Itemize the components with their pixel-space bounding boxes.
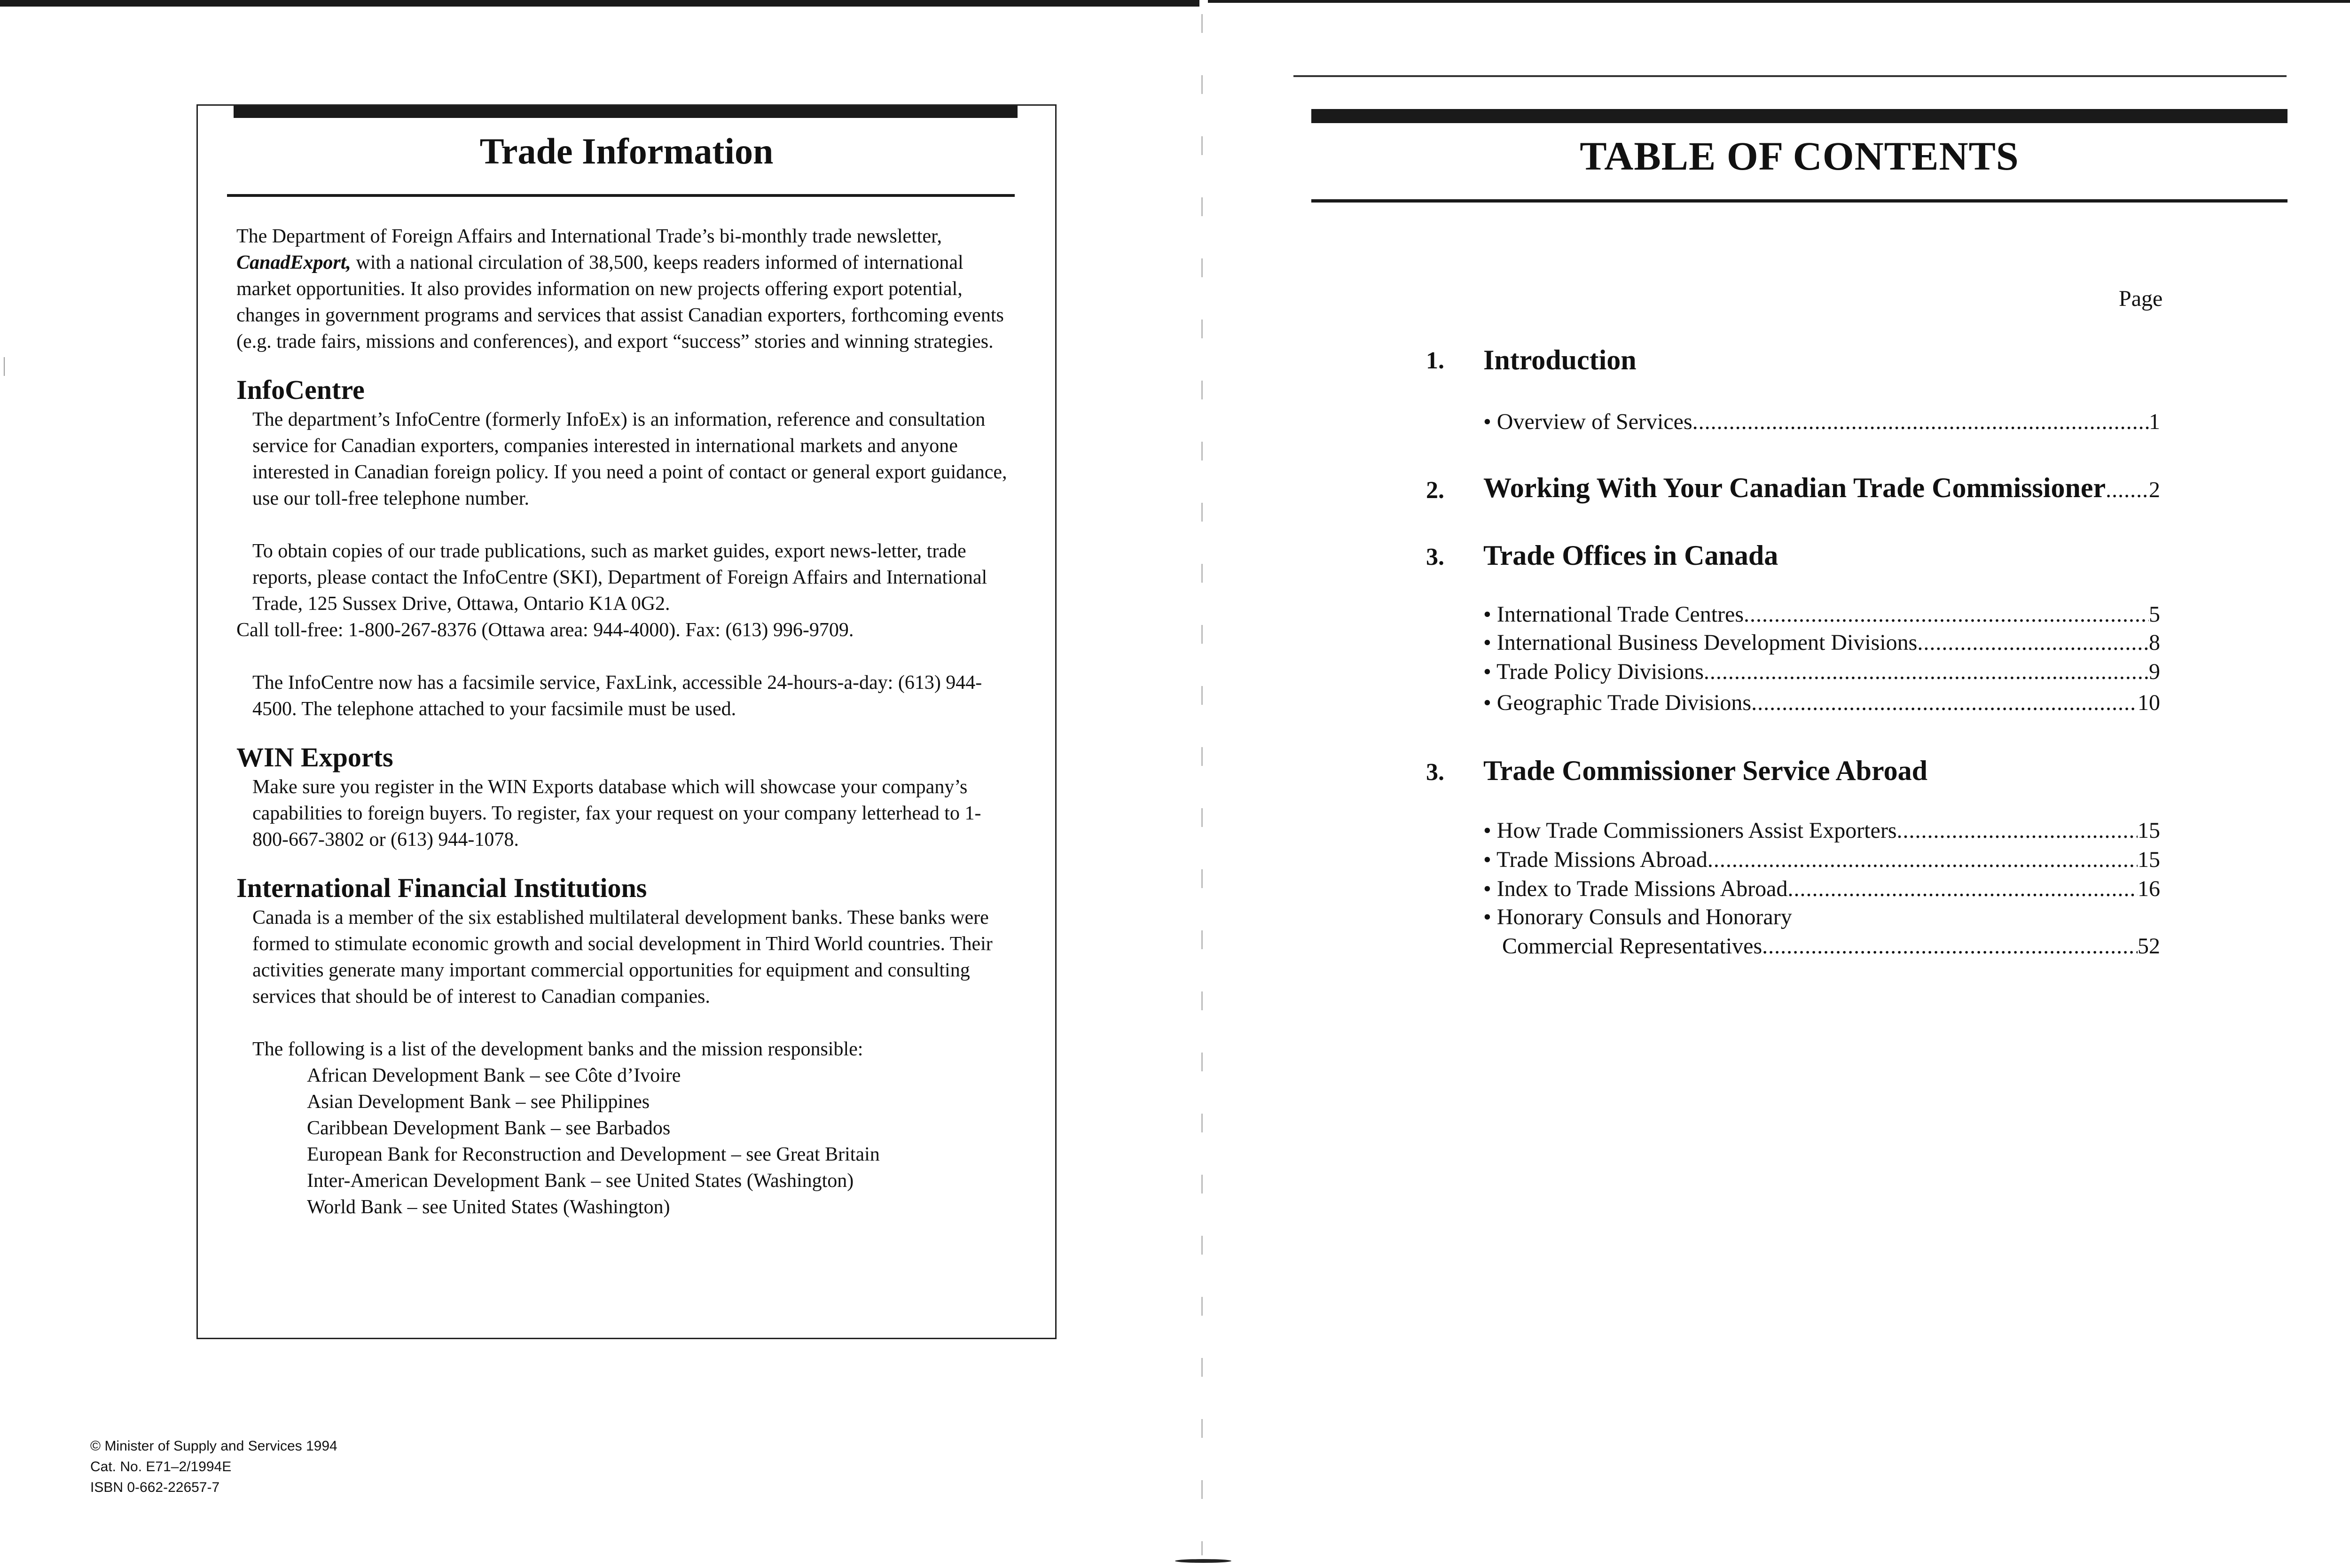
- section-title-trade-offices: Trade Offices in Canada: [1483, 540, 1778, 571]
- copyright-footer: [90, 1436, 337, 1498]
- infocentre-heading: InfoCentre: [236, 374, 365, 405]
- ifi-paragraph: Canada is a member of the six established multilateral development banks. These banks were formed to stimulate economic growth and social development in Third World countries. Their activities generate many important commercial opportunities for equipment and consulting services that should be of interest to Canadian companies.: [252, 907, 993, 1007]
- leader-dots: [1692, 408, 2149, 436]
- intro-text-b: with a national circulation of 38,500, keeps readers informed of international market opportunities. It also provides information on new projects offering export potential, changes in government programs and services that assist Canadian exporters, forthcoming events (e.g. trade fairs, missions and conferences), and export “success” stories and winning strategies.: [236, 252, 1004, 352]
- leader-dots: [1897, 817, 2138, 845]
- section-title-working-with-commissioner[interactable]: [1483, 472, 2160, 504]
- toc-top-thick-bar: [1311, 109, 2287, 123]
- isbn: ISBN 0-662-22657-7: [90, 1480, 220, 1495]
- toc-entry[interactable]: [1502, 932, 2160, 960]
- toc-entry-page: 15: [2138, 818, 2160, 843]
- toc-entry-label: • Trade Missions Abroad: [1483, 847, 1708, 872]
- list-item: Inter-American Development Bank – see United States (Washington): [307, 1170, 854, 1192]
- infocentre-paragraph-1: The department’s InfoCentre (formerly InfoEx) is an information, reference and consultation service for Canadian exporters, companies interested in international markets and anyone interested in Canadian foreign policy. If you need a point of contact or general export guidance, use our toll-free telephone number.: [252, 409, 1007, 509]
- section-number: 3.: [1426, 759, 1444, 786]
- toc-entry[interactable]: [1483, 817, 2160, 845]
- toc-entry-page: 15: [2138, 847, 2160, 872]
- section-title-service-abroad: Trade Commissioner Service Abroad: [1483, 755, 1927, 786]
- leader-dots: [1751, 689, 2138, 717]
- toc-entry-label: • Trade Policy Divisions: [1483, 659, 1704, 684]
- toc-title: TABLE OF CONTENTS: [1580, 133, 2019, 179]
- toc-entry[interactable]: [1483, 408, 2160, 436]
- toc-entry-page: 8: [2149, 630, 2160, 655]
- leader-dots: [1704, 658, 2149, 686]
- toc-entry-label: • Overview of Services: [1483, 409, 1692, 434]
- list-item: African Development Bank – see Côte d’Ivoire: [307, 1065, 681, 1086]
- section-number: 3.: [1426, 544, 1444, 570]
- toc-entry-page: 10: [2138, 690, 2160, 715]
- list-item: European Bank for Reconstruction and Development – see Great Britain: [307, 1144, 880, 1165]
- toc-entry-label: • Index to Trade Missions Abroad: [1483, 876, 1788, 901]
- intro-paragraph: [236, 223, 1017, 355]
- section-title: Working With Your Canadian Trade Commissioner: [1483, 472, 2106, 503]
- toc-entry-label: Commercial Representatives: [1502, 934, 1762, 959]
- leader-dots: [2106, 477, 2149, 503]
- leader-dots: [1744, 601, 2149, 629]
- win-exports-heading: WIN Exports: [236, 742, 393, 772]
- toc-entry[interactable]: [1483, 689, 2160, 717]
- infocentre-paragraph-3: The InfoCentre now has a facsimile service, FaxLink, accessible 24-hours-a-day: (613) 944-4500. The telephone attached to your facsimile must be used.: [252, 672, 982, 720]
- ifi-heading: International Financial Institutions: [236, 873, 647, 903]
- toc-entry[interactable]: [1483, 629, 2160, 657]
- scan-left-mark: [4, 357, 5, 376]
- binding-mark: [1175, 1559, 1231, 1563]
- toc-entry[interactable]: [1483, 658, 2160, 686]
- section-number: 1.: [1426, 347, 1444, 374]
- section-title-introduction: Introduction: [1483, 344, 1637, 375]
- box-title-rule: [227, 194, 1015, 197]
- intro-text-a: The Department of Foreign Affairs and International Trade’s bi-monthly trade newsletter,: [236, 226, 942, 247]
- page-gutter: [1201, 14, 1203, 1555]
- toc-entry-page: 1: [2149, 409, 2160, 434]
- toc-entry[interactable]: [1483, 875, 2160, 903]
- toc-entry-label: • How Trade Commissioners Assist Exporters: [1483, 818, 1897, 843]
- list-item: Caribbean Development Bank – see Barbados: [307, 1117, 671, 1139]
- list-item: World Bank – see United States (Washington): [307, 1196, 670, 1218]
- toc-entry-label: • International Trade Centres: [1483, 602, 1744, 627]
- box-title: Trade Information: [479, 131, 774, 172]
- toc-entry[interactable]: [1483, 601, 2160, 629]
- toc-entry-page: 9: [2149, 659, 2160, 684]
- toc-entry-page: 16: [2138, 876, 2160, 901]
- scan-top-edge-left: [0, 0, 1199, 7]
- copyright-line: © Minister of Supply and Services 1994: [90, 1438, 337, 1454]
- toc-entry[interactable]: [1483, 846, 2160, 874]
- leader-dots: [1708, 846, 2138, 874]
- box-body: [236, 223, 1017, 1220]
- toc-entry-page: 5: [2149, 602, 2160, 627]
- scan-top-edge-right: [1208, 0, 2350, 3]
- leader-dots: [1762, 932, 2138, 960]
- bank-list: [236, 1062, 1017, 1220]
- leader-dots: [1787, 875, 2138, 903]
- section-number: 2.: [1426, 477, 1444, 504]
- bank-list-intro: The following is a list of the development banks and the mission responsible:: [252, 1038, 863, 1060]
- toc-entry-label: • Geographic Trade Divisions: [1483, 690, 1752, 715]
- toc-entry-label: • International Business Development Divisions: [1483, 630, 1918, 655]
- toc-entry-page: 52: [2138, 934, 2160, 959]
- toc-top-thin-rule: [1293, 75, 2287, 77]
- toc-entry-label[interactable]: • Honorary Consuls and Honorary: [1483, 905, 1792, 929]
- newsletter-name: CanadExport,: [236, 252, 351, 273]
- infocentre-phone-line: Call toll-free: 1-800-267-8376 (Ottawa area: 944-4000). Fax: (613) 996-9709.: [236, 619, 854, 641]
- catalogue-number: Cat. No. E71–2/1994E: [90, 1459, 232, 1474]
- list-item: Asian Development Bank – see Philippines: [307, 1091, 650, 1113]
- box-top-bar: [234, 106, 1018, 118]
- infocentre-paragraph-2: To obtain copies of our trade publications, such as market guides, export news-letter, trade reports, please contact the InfoCentre (SKI), Department of Foreign Affairs and International Trade, 125 Sussex Drive, Ottawa, Ontario K1A 0G2.: [252, 540, 987, 615]
- win-exports-paragraph: Make sure you register in the WIN Exports database which will showcase your company’s capabilities to foreign buyers. To register, fax your request on your company letterhead to 1-800-667-3802 or (613) 944-1078.: [252, 776, 981, 850]
- page-column-label: Page: [2119, 286, 2163, 311]
- toc-title-rule: [1311, 199, 2287, 203]
- leader-dots: [1917, 629, 2149, 657]
- trade-information-box: [196, 104, 1057, 1339]
- section-page: 2: [2149, 477, 2160, 502]
